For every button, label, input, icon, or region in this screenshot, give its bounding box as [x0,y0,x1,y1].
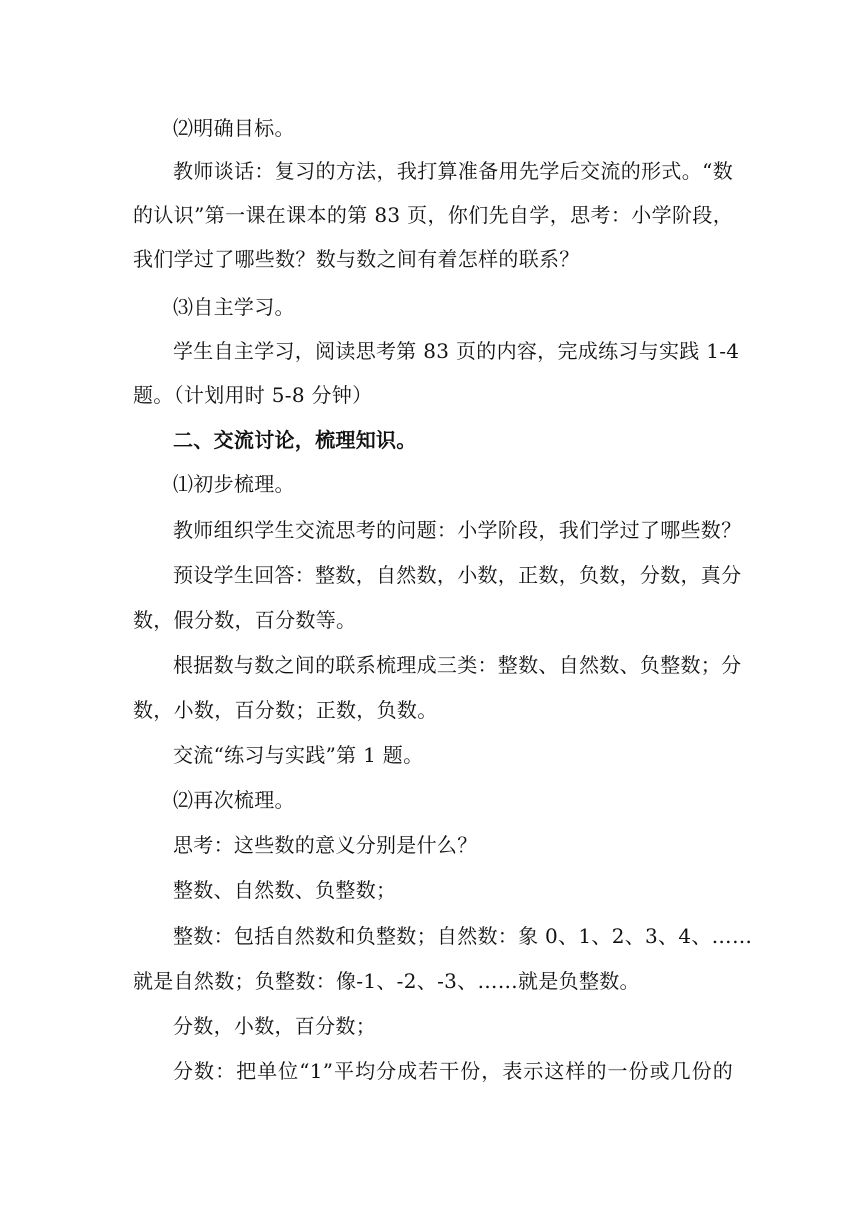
paragraph-line: 的认识”第一课在课本的第 83 页，你们先自学，思考：小学阶段， [133,203,733,227]
paragraph-line: 题。（计划用时 5-8 分钟） [133,383,373,407]
paragraph-line: 整数：包括自然数和负整数；自然数：象 0、1、2、3、4、…… [173,924,753,948]
paragraph-line: 分数：把单位“1”平均分成若干份，表示这样的一份或几份的 [173,1059,733,1083]
section-heading: 二、交流讨论，梳理知识。 [173,428,417,452]
paragraph-line: 预设学生回答：整数，自然数，小数，正数，负数，分数，真分 [173,563,742,587]
paragraph-line: 分数，小数，百分数； [173,1014,376,1038]
paragraph-line: 根据数与数之间的联系梳理成三类：整数、自然数、负整数；分 [173,653,742,677]
paragraph-line: 学生自主学习，阅读思考第 83 页的内容，完成练习与实践 1-4 [173,339,740,363]
subheading-initial-sorting: ⑴初步梳理。 [173,472,295,496]
paragraph-line: 我们学过了哪些数？数与数之间有着怎样的联系？ [133,247,580,271]
paragraph-line: 教师谈话：复习的方法，我打算准备用先学后交流的形式。“数 [173,159,733,183]
paragraph-line: 交流“练习与实践”第 1 题。 [173,743,424,767]
paragraph-line: 数，假分数，百分数等。 [133,608,357,632]
paragraph-line: 思考：这些数的意义分别是什么？ [173,833,478,857]
subheading-clarify-goals: ⑵明确目标。 [173,116,295,140]
subheading-second-sorting: ⑵再次梳理。 [173,788,295,812]
subheading-self-study: ⑶自主学习。 [173,295,295,319]
paragraph-line: 就是自然数；负整数：像-1、-2、-3、……就是负整数。 [133,969,640,993]
paragraph-line: 数，小数，百分数；正数，负数。 [133,698,438,722]
paragraph-line: 教师组织学生交流思考的问题：小学阶段，我们学过了哪些数？ [173,518,742,542]
paragraph-line: 整数、自然数、负整数； [173,878,397,902]
